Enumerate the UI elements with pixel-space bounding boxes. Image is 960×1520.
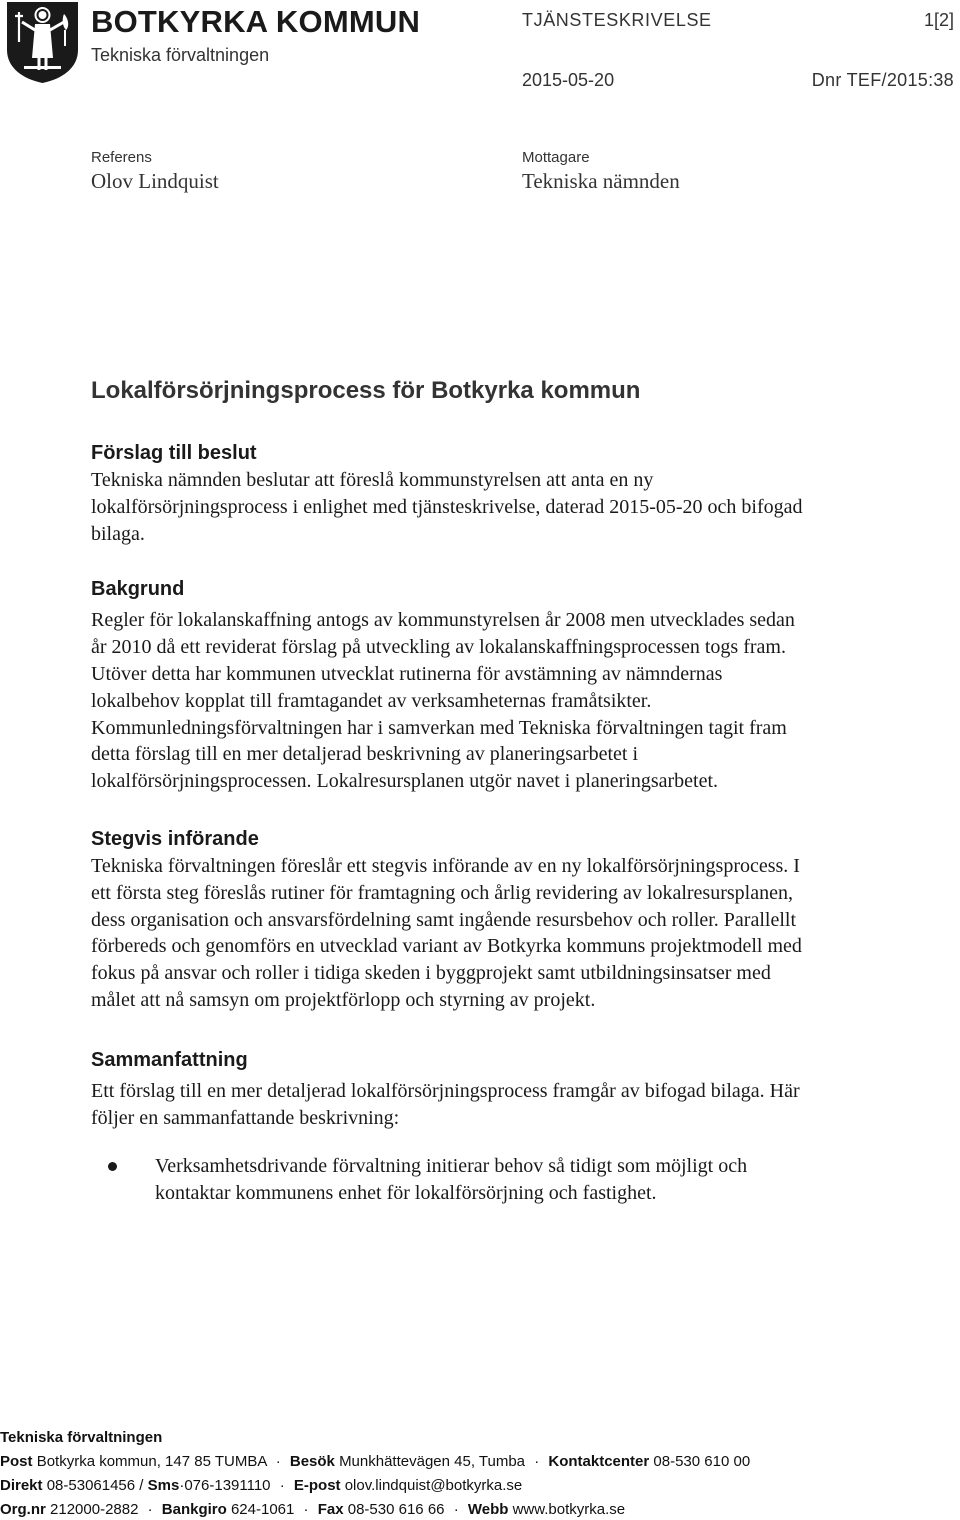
- footer-web-value: www.botkyrka.se: [512, 1501, 626, 1518]
- footer-orgnr-value: 212000-2882: [50, 1501, 139, 1518]
- footer-department: Tekniska förvaltningen: [0, 1429, 163, 1446]
- footer-post-value: Botkyrka kommun, 147 85 TUMBA: [36, 1453, 267, 1470]
- organization-name: BOTKYRKA KOMMUN: [91, 4, 421, 39]
- footer-visit-value: Munkhättevägen 45, Tumba: [339, 1453, 526, 1470]
- footer-visit-label: Besök: [289, 1453, 335, 1470]
- section-heading-decision: Förslag till beslut: [91, 442, 257, 464]
- reference-label: Referens: [91, 149, 152, 166]
- footer-direct-value: 08-53061456 /: [46, 1477, 144, 1494]
- reference-name: Olov Lindquist: [91, 169, 219, 193]
- bullet-text: Verksamhetsdrivande förvaltning initierar behov så tidigt som möjligt och kontaktar kommunens enhet för lokalförsörjning och fastighet.: [155, 1155, 748, 1205]
- footer-web-label: Webb: [467, 1501, 509, 1518]
- section-heading-summary: Sammanfattning: [91, 1048, 248, 1071]
- footer-email-label: E-post: [293, 1477, 341, 1494]
- footer-fax-label: Fax: [317, 1501, 344, 1518]
- stepwise-paragraph: Tekniska förvaltningen föreslår ett stegvis införande av en ny lokalförsörjningsprocess. I ett första steg föreslås rutiner för framtagning och årlig revidering av lokalresursplanen, dess organisation och ansvarsfördelning samt ingående resursbehov och roller. Parallellt förbereds och genomförs en utvecklad variant av Botkyrka kommuns projektmodell med fokus på ansvar och roller i tidiga skeden i byggprojekt samt utbildningsinsatser med målet att nå samsyn om projektförlopp och styrning av projekt.: [91, 854, 802, 1011]
- footer-post-label: Post: [0, 1453, 33, 1470]
- recipient-label: Mottagare: [522, 149, 590, 166]
- footer-contact-label: Kontaktcenter: [548, 1453, 650, 1470]
- footer-direct-label: Direkt: [0, 1477, 43, 1494]
- footer-sms-label: Sms: [147, 1477, 180, 1494]
- document-title: Lokalförsörjningsprocess för Botkyrka kommun: [91, 377, 641, 404]
- footer-orgnr-label: Org.nr: [0, 1501, 46, 1518]
- footer-email-value: olov.lindquist@botkyrka.se: [344, 1477, 523, 1494]
- list-item: [91, 1153, 811, 1207]
- document-date: 2015-05-20: [522, 70, 615, 90]
- decision-paragraph: Tekniska nämnden beslutar att föreslå kommunstyrelsen att anta en ny lokalförsörjningsprocess i enlighet med tjänsteskrivelse, daterad 2015-05-20 och bifogad bilaga.: [91, 469, 803, 545]
- section-heading-background: Bakgrund: [91, 578, 185, 601]
- document-dnr: Dnr TEF/2015:38: [811, 70, 954, 90]
- recipient-name: Tekniska nämnden: [522, 169, 680, 193]
- footer-bankgiro-label: Bankgiro: [161, 1501, 227, 1518]
- footer-sms-value: 076-1391110: [184, 1477, 271, 1494]
- department-name: Tekniska förvaltningen: [91, 45, 270, 65]
- document-type: TJÄNSTESKRIVELSE: [522, 10, 712, 30]
- summary-paragraph: Ett förslag till en mer detaljerad lokalförsörjningsprocess framgår av bifogad bilaga. Här följer en sammanfattande beskrivning:: [91, 1079, 800, 1129]
- background-paragraph: Regler för lokalanskaffning antogs av kommunstyrelsen år 2008 men utvecklades sedan år 2010 då ett reviderat förslag på utveckling av lokalanskaffningsprocessen togs fram. Utöver detta har kommunen utvecklat rutinerna för avstämning av nämndernas lokalbehov kopplat till framtagandet av verksamheternas framåtsikter. Kommunledningsförvaltningen har i samverkan med Tekniska förvaltningen tagit fram detta förslag till en mer detaljerad beskrivning av planeringsarbetet i lokalförsörjningsprocessen. Lokalresursplanen utgör navet i planeringsarbetet.: [91, 609, 795, 793]
- footer-bankgiro-value: 624-1061: [230, 1501, 295, 1518]
- page-number: 1[2]: [923, 10, 954, 30]
- coat-of-arms-icon: [4, 0, 81, 84]
- footer-fax-value: 08-530 616 66: [347, 1501, 445, 1518]
- section-heading-stepwise: Stegvis införande: [91, 827, 259, 850]
- footer-contact-value: 08-530 610 00: [653, 1453, 751, 1470]
- bullet-icon: [108, 1162, 117, 1171]
